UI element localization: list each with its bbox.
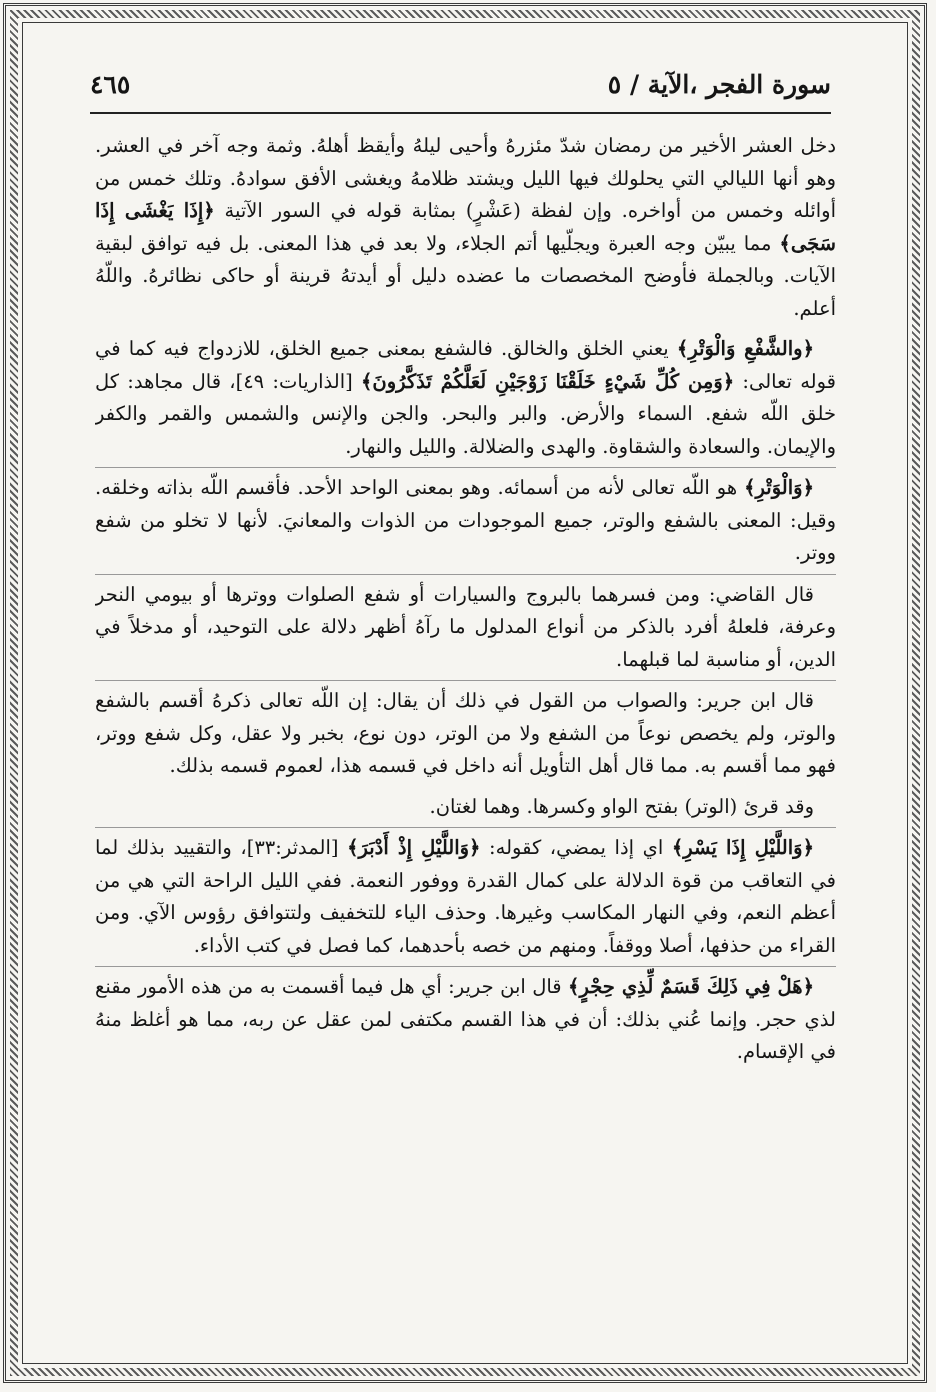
running-title: سورة الفجر ،الآية / ٥	[607, 70, 831, 99]
header-rule	[90, 112, 831, 114]
text-segment: هو اللّه تعالى لأنه من أسمائه. وهو بمعنى الواحد الأحد. فأقسم اللّه بذاته وخلقه. وقيل: المعنى بالشفع والوتر، جميع الموجودات من الذوات والمعانيَ. لأنها لا تخلو من شفع ووتر.	[95, 476, 836, 564]
quran-verse: ﴿وَاللَّيْلِ إِذَا يَسْرِ﴾	[671, 836, 814, 859]
paragraph	[95, 333, 836, 468]
text-segment: يعني الخلق والخالق. فالشفع بمعنى جميع الخلق، للازدواج فيه كما في قوله تعالى:	[95, 337, 836, 393]
quran-verse: ﴿وَاللَّيْلِ إِذْ أَدْبَرَ﴾	[347, 836, 481, 859]
quran-verse: ﴿وَمِن كُلِّ شَيْءٍ خَلَقْنَا زَوْجَيْنِ لَعَلَّكُمْ تَذَكَّرُونَ﴾	[360, 369, 735, 393]
quran-verse: ﴿وَالْوَتْرِ﴾	[744, 476, 814, 499]
page-number: ٤٦٥	[90, 70, 131, 99]
text-segment: قال ابن جرير: أي هل فيما أقسمت به من هذه الأمور مقنع لذي حجر. وإنما عُني بذلك: أن في هذا القسم مكتفى لمن عقل عن ربه، مما هو أغلظ منهُ في الإقسام.	[95, 975, 836, 1063]
text-segment: [المدثر:٣٣]، والتقييد بذلك لما في التعاقب من قوة الدلالة على كمال القدرة ووفور النعمة. ففي الليل الراحة التي هي من أعظم النعم، وفي النهار المكاسب وغيرها. وحذف الياء للتخفيف ولتتوافق رؤوس الآي. ومن القراء من حذفها، أصلا ووقفاً. ومنهم من خصه بأحدهما، كما فصل في كتب الأداء.	[95, 836, 836, 957]
quran-verse: ﴿إِذَا يَغْشَى إِذَا سَجَى﴾	[95, 199, 836, 255]
paragraph	[95, 579, 836, 682]
paragraph	[95, 685, 836, 787]
page-header	[90, 66, 831, 110]
paragraph	[95, 971, 836, 1073]
quran-verse: ﴿والشَّفْعِ وَالْوَتْرِ﴾	[676, 337, 815, 360]
text-segment: مما يبيّن وجه العبرة ويجلّيها أتم الجلاء، ولا بعد في هذا المعنى. بل فيه توافق لبقية الآيات. وبالجملة فأوضح المخصصات ما عضده دليل أو أيدتهُ قرينة أو حاكى نظائرهُ. واللّهُ أعلم.	[95, 231, 836, 320]
text-segment: [الذاريات: ٤٩]، قال مجاهد: كل خلق اللّه شفع. السماء والأرض. والبر والبحر. والجن والإنس والشمس والقمر والكفر والإيمان. والسعادة والشقاوة. والهدى والضلالة. والليل والنهار.	[95, 369, 836, 458]
text-segment: قال ابن جرير: والصواب من القول في ذلك أن يقال: إن اللّه تعالى ذكرهُ أقسم بالشفع والوتر، ولم يخصص نوعاً من الشفع ولا من الوتر، دون نوع، بخبر ولا عقل، وكل شفع ووتر، فهو مما أقسم به. مما قال أهل التأويل أنه داخل في قسمه هذا، لعموم قسمه بذلك.	[95, 689, 836, 777]
text-segment: وقد قرئ (الوتر) بفتح الواو وكسرها. وهما لغتان.	[429, 794, 814, 818]
paragraph	[95, 791, 836, 829]
text-segment: اي إذا يمضي، كقوله:	[480, 836, 672, 859]
paragraph	[95, 130, 836, 329]
quran-verse: ﴿هَلْ فِي ذَلِكَ قَسَمٌ لِّذِي حِجْرٍ﴾	[568, 975, 814, 998]
page-body	[95, 130, 836, 1330]
paragraph	[95, 472, 836, 575]
text-segment: قال القاضي: ومن فسرهما بالبروج والسيارات أو شفع الصلوات ووترها أو بيومي النحر وعرفة، فلعلهُ أفرد بالذكر من أنواع المدلول ما رآهُ أظهر دلالة على التوحيد، أو مدخلاً في الدين، أو مناسبة لما قبلهما.	[95, 582, 836, 671]
paragraph	[95, 832, 836, 967]
text-segment: دخل العشر الأخير من رمضان شدّ مئزرهُ وأحيى ليلهُ وأيقظ أهلهُ. وثمة وجه آخر في العشر. وهو أنها الليالي التي يحلولك فيها الليل ويشتد ظلامهُ ويغشى الأفق سوادهُ. وتلك خمس من أوائله وخمس من أواخره. وإن لفظة (عَشْرٍ) بمثابة قوله في السور الآتية	[95, 134, 836, 222]
